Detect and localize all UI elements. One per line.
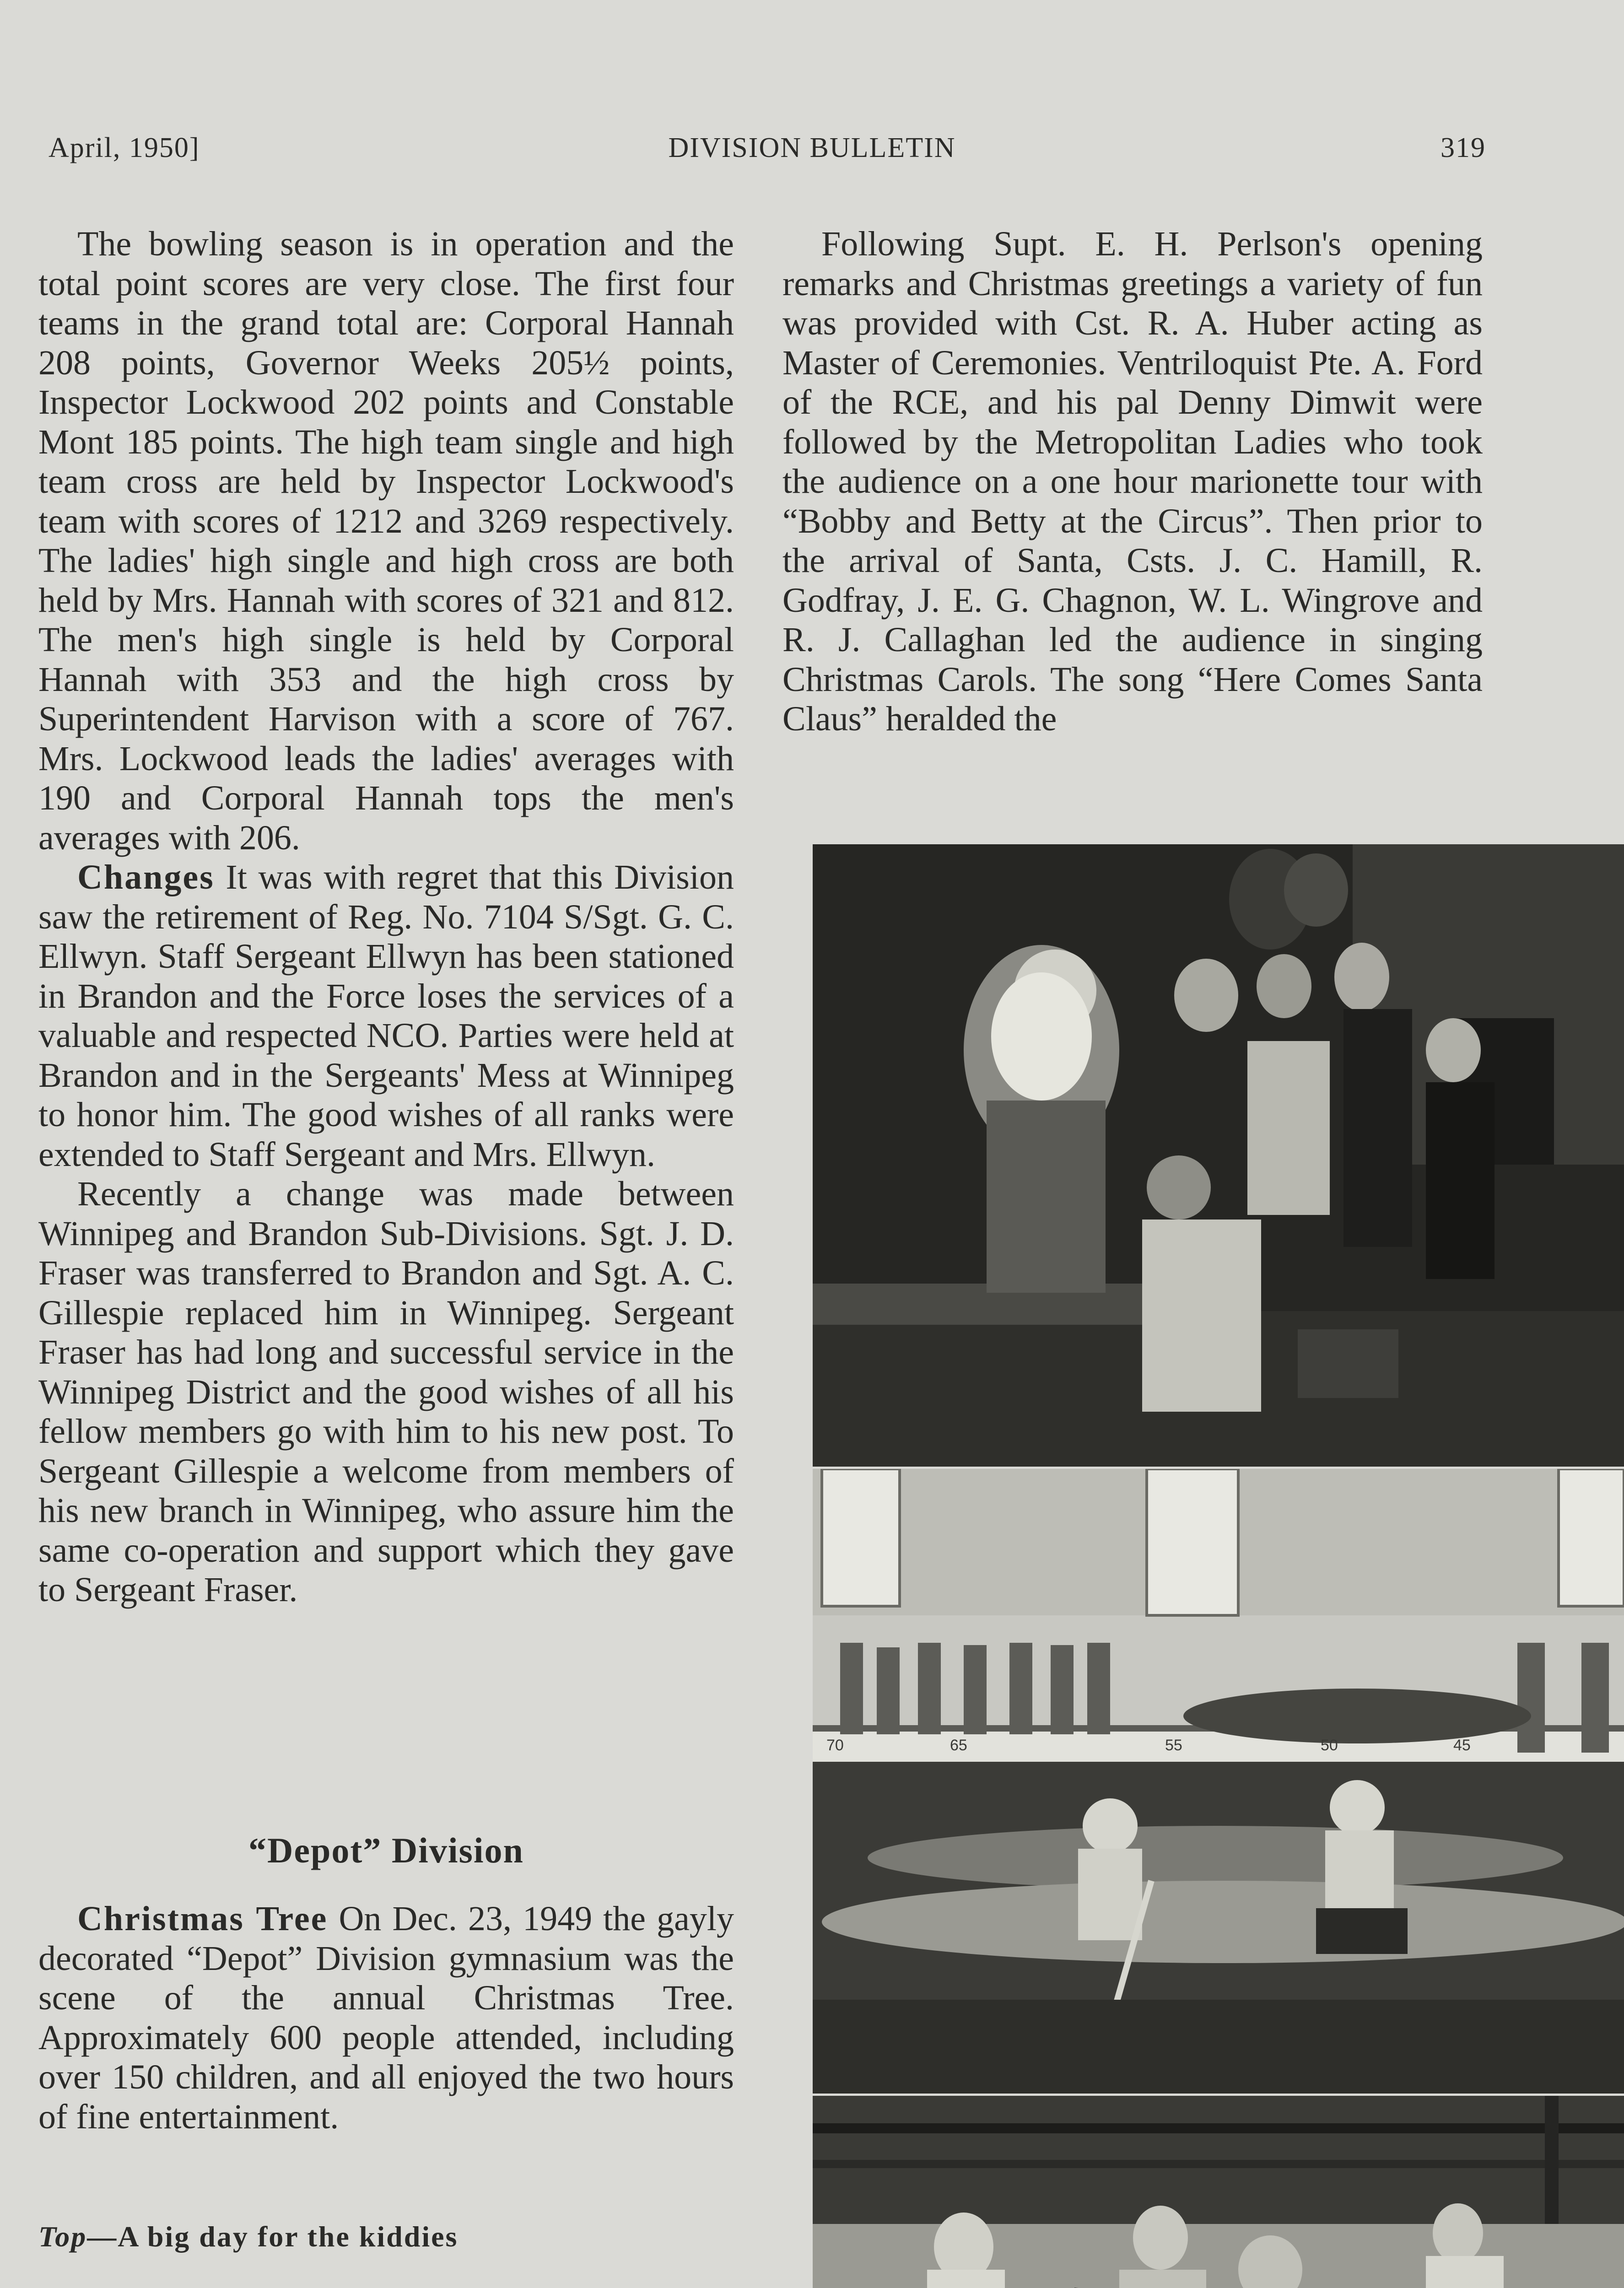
photo-canoe-tilting-image	[813, 1469, 1624, 2094]
pool-distance-marker: 50	[1321, 1737, 1338, 1754]
caption-position: Top	[38, 2220, 87, 2253]
right-column	[782, 224, 1483, 739]
photo-curling-image	[813, 2096, 1624, 2288]
christmas-tree-text: On Dec. 23, 1949 the gayly decorated “Depot” Division gymnasium was the scene of the annual Christmas Tree. Approximately 600 people attended, including over 150 children, and all enjoyed the two hours of fine entertainment.	[38, 1899, 734, 2136]
entertainment-paragraph: Following Supt. E. H. Perlson's opening remarks and Christmas greetings a variety of fun was provided with Cst. R. A. Huber acting as Master of Ceremonies. Ventriloquist Pte. A. Ford of the RCE, and his pal Denny Dimwit were followed by the Metropolitan Ladies who took the audience on a one hour marionette tour with “Bobby and Betty at the Circus”. Then prior to the arrival of Santa, Csts. J. C. Hamill, R. Godfray, J. E. G. Chagnon, W. L. Wingrove and R. J. Callaghan led the audience in singing Christmas Carols. The song “Here Comes Santa Claus” heralded the	[782, 225, 1483, 738]
photo-curling	[813, 2096, 1624, 2288]
section-heading: “Depot” Division	[248, 1830, 524, 1870]
header-date: April, 1950]	[49, 132, 200, 163]
header-title: DIVISION BULLETIN	[668, 132, 956, 163]
pool-distance-marker: 55	[1165, 1737, 1182, 1754]
christmas-tree-paragraph	[38, 1899, 734, 2137]
photo-santa-children	[813, 844, 1624, 1467]
caption-top	[38, 2217, 734, 2256]
depot-section	[38, 1899, 734, 2137]
changes-text: It was with regret that this Division saw the retirement of Reg. No. 7104 S/Sgt. G. C. Ellwyn. Staff Sergeant Ellwyn has been stationed in Brandon and the Force loses the services of a valuable and respected NCO. Parties were held at Brandon and in the Sergeants' Mess at Winnipeg to honor him. The good wishes of all ranks were extended to Staff Sergeant and Mrs. Ellwyn.	[38, 858, 734, 1174]
caption-text: —A big day for the kiddies	[87, 2220, 459, 2253]
changes-runin-heading: Changes	[77, 858, 215, 896]
photo-canoe-tilting	[813, 1469, 1624, 2094]
bowling-paragraph: The bowling season is in operation and the total point scores are very close. The first four teams in the grand total are: Corporal Hannah 208 points, Governor Weeks 205½ points, Inspector Lockwood 202 points and Constable Mont 185 points. The high team single and high team cross are held by Inspector Lockwood's team with scores of 1212 and 3269 respectively. The ladies' high single and high cross are both held by Mrs. Hannah with scores of 321 and 812. The men's high single is held by Corporal Hannah with 353 and the high cross by Superintendent Harvison with a score of 767. Mrs. Lockwood leads the ladies' averages with 190 and Corporal Hannah tops the men's averages with 206.	[38, 225, 734, 857]
pool-distance-marker: 45	[1453, 1737, 1471, 1754]
photo-captions	[38, 2217, 734, 2288]
left-column	[38, 224, 734, 1610]
changes-paragraph	[38, 858, 734, 1174]
transfer-paragraph: Recently a change was made between Winnipeg and Brandon Sub-Divisions. Sgt. J. D. Fraser was transferred to Brandon and Sgt. A. C. Gillespie replaced him in Winnipeg. Sergeant Fraser has had long and successful service in the Winnipeg District and the good wishes of all his fellow members go with him to his new post. To Sergeant Gillespie a welcome from members of his new branch in Winnipeg, who assure him the same co-operation and support which they gave to Sergeant Fraser.	[38, 1175, 734, 1609]
photo-santa-children-image	[813, 844, 1624, 1467]
running-header	[0, 132, 1624, 187]
page-number: 319	[1441, 132, 1486, 163]
pool-distance-marker: 70	[826, 1737, 844, 1754]
christmas-tree-runin-heading: Christmas Tree	[77, 1899, 328, 1938]
pool-distance-marker: 65	[950, 1737, 967, 1754]
